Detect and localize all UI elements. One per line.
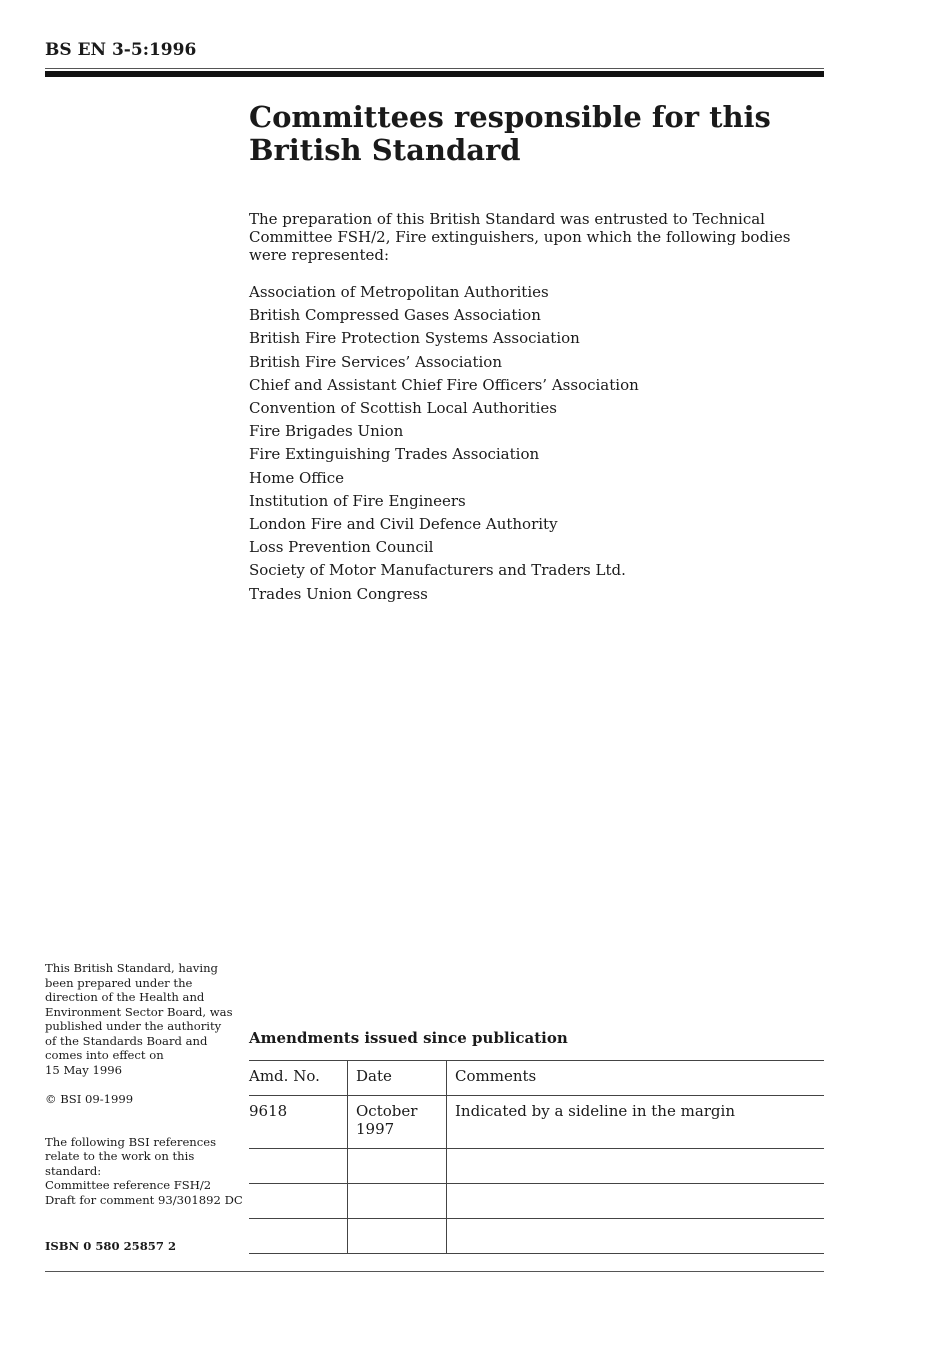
bsi-references: The following BSI references relate to the work on this standard: Committee reference FSH/2 Draft for comment 93/301892 DC (45, 1134, 243, 1207)
table-header-row (249, 1061, 824, 1096)
publication-note: This British Standard, having been prepared under the direction of the Health and Environment Sector Board, was published under the authority of the Standards Board and comes into effect on 15 May 1996 (45, 961, 233, 1077)
column-header-comments: Comments (447, 1061, 825, 1096)
date-cell: October 1997 (348, 1096, 447, 1149)
amd-no-cell: 9618 (249, 1096, 348, 1149)
list-item: Loss Prevention Council (249, 538, 434, 557)
column-header-amd-no: Amd. No. (249, 1061, 348, 1096)
document-id: BS EN 3-5:1996 (45, 40, 197, 60)
list-item: British Fire Protection Systems Association (249, 329, 580, 348)
copyright-notice: © BSI 09-1999 (45, 1092, 134, 1106)
table-row (249, 1219, 824, 1254)
table-row (249, 1184, 824, 1219)
table-row (249, 1149, 824, 1184)
list-item: Convention of Scottish Local Authorities (249, 399, 557, 418)
page-title: Committees responsible for this British Standard (249, 100, 771, 167)
table-row (249, 1096, 824, 1149)
isbn: ISBN 0 580 25857 2 (45, 1239, 177, 1253)
list-item: London Fire and Civil Defence Authority (249, 515, 558, 534)
list-item: Fire Brigades Union (249, 422, 404, 441)
list-item: Association of Metropolitan Authorities (249, 283, 549, 301)
list-item: Chief and Assistant Chief Fire Officers’ Association (249, 375, 639, 394)
publication-sidebar (45, 961, 245, 1207)
footer-rule (45, 1271, 824, 1272)
list-item: British Fire Services’ Association (249, 352, 502, 371)
list-item: Institution of Fire Engineers (249, 491, 466, 510)
represented-bodies-list (249, 281, 639, 606)
list-item: Trades Union Congress (249, 584, 428, 603)
list-item: Home Office (249, 468, 345, 487)
list-item: Society of Motor Manufacturers and Traders Ltd. (249, 561, 626, 580)
amendments-table (249, 1060, 824, 1254)
header-rule-thin (45, 68, 824, 69)
comments-cell: Indicated by a sideline in the margin (447, 1096, 825, 1149)
list-item: British Compressed Gases Association (249, 306, 541, 325)
amendments-heading: Amendments issued since publication (249, 1029, 568, 1047)
column-header-date: Date (348, 1061, 447, 1096)
header-rule-thick (45, 71, 824, 77)
intro-paragraph: The preparation of this British Standard was entrusted to Technical Committee FSH/2, Fire extinguishers, upon which the following bodies were represented: (249, 210, 791, 264)
list-item: Fire Extinguishing Trades Association (249, 445, 540, 464)
